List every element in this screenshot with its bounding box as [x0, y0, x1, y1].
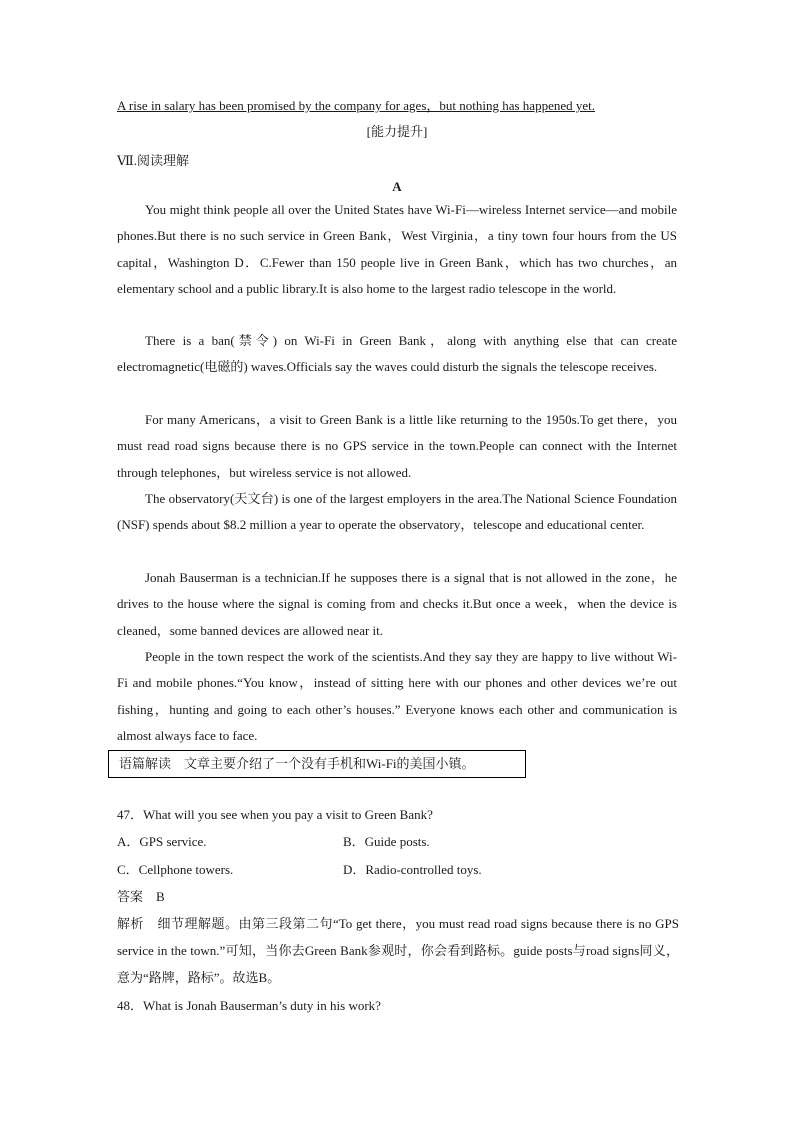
- q47-option-d: D．Radio-controlled toys.: [343, 862, 482, 877]
- paragraph-5: Jonah Bauserman is a technician.If he supposes there is a signal that is not allowed in the zone，he drives to the house where the signal is coming from and checks it.But once a week，when the device is cleaned，some banned devices are allowed near it.: [117, 570, 677, 638]
- paragraph-3: For many Americans，a visit to Green Bank is a little like returning to the 1950s.To get there，you must read road signs because there is no GPS service in the town.People can connect with the Internet through telephones，but wireless service is not allowed.: [117, 412, 677, 480]
- summary-box: 语篇解读 文章主要介绍了一个没有手机和Wi-Fi的美国小镇。: [108, 750, 526, 778]
- q48-question: 48．What is Jonah Bauserman’s duty in his work?: [117, 998, 381, 1013]
- section-title: Ⅶ.阅读理解: [117, 153, 190, 168]
- q47-answer: 答案 B: [117, 889, 165, 904]
- paragraph-1: You might think people all over the United States have Wi-Fi—wireless Internet service—and mobile phones.But there is no such service in Green Bank，West Virginia，a tiny town four hours from the US capital，Washington D．C.Fewer than 150 people live in Green Bank，which has two churches，an elementary school and a public library.It is also home to the largest radio telescope in the world.: [117, 202, 677, 296]
- paragraph-4: The observatory(天文台) is one of the largest employers in the area.The National Science Foundation (NSF) spends about $8.2 million a year to operate the observatory，telescope and educational center.: [117, 491, 677, 533]
- paragraph-2: There is a ban(禁令) on Wi-Fi in Green Bank，along with anything else that can create electromagnetic(电磁的) waves.Officials say the waves could disturb the signals the telescope receives.: [117, 333, 677, 375]
- q47-analysis: 解析 细节理解题。由第三段第二句“To get there，you must read road signs because there is no GPS service in the town.”可知，当你去Green Bank参观时，你会看到路标。guide posts与road signs同义，意为“路牌，路标”。故选B。: [117, 916, 679, 985]
- passage-letter: A: [392, 179, 402, 194]
- q47-option-a: A．GPS service.: [117, 834, 207, 849]
- q47-question: 47．What will you see when you pay a visit to Green Bank?: [117, 807, 433, 822]
- paragraph-6: People in the town respect the work of the scientists.And they say they are happy to live without Wi-Fi and mobile phones.“You know，instead of sitting here with our phones and other devices we’re out fishing，hunting and going to each other’s houses.” Everyone knows each other and communication is almost always face to face.: [117, 649, 677, 743]
- q47-option-b: B．Guide posts.: [343, 834, 430, 849]
- q47-option-c: C．Cellphone towers.: [117, 862, 234, 877]
- intro-sentence: A rise in salary has been promised by the company for ages，but nothing has happened yet.: [117, 98, 595, 113]
- section-header: [能力提升]: [366, 124, 428, 139]
